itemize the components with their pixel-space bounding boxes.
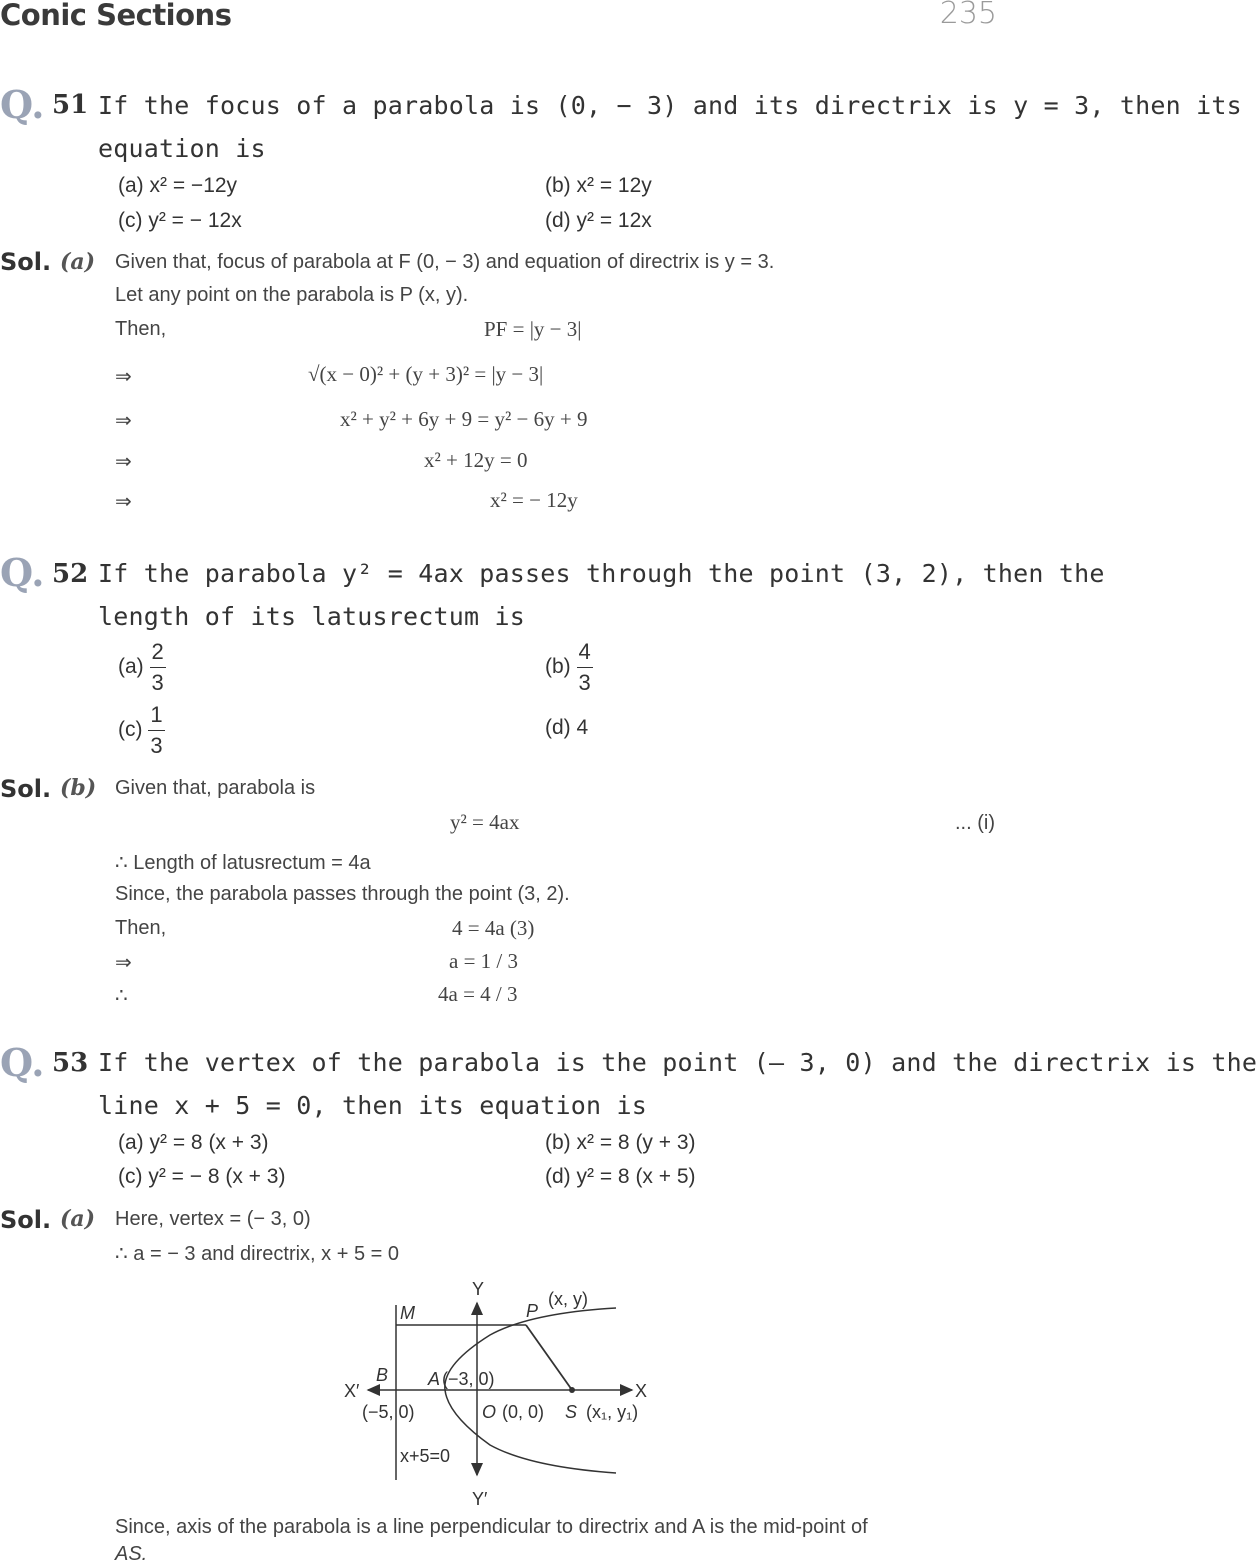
option-52-c-den: 3 [150, 733, 163, 758]
solution-label-51: Sol. [0, 248, 52, 276]
question-52-line1: If the parabola y² = 4ax passes through the point (3, 2), then the [98, 559, 1105, 588]
question-mark-53: Q. [0, 1040, 45, 1085]
step-51-2-eq: √(x − 0)² + (y + 3)² = |y − 3| [308, 362, 544, 386]
solution-53-line2: ∴ a = − 3 and directrix, x + 5 = 0 [115, 1243, 399, 1265]
question-51-line2: equation is [98, 134, 266, 163]
page-number: 235 [939, 0, 997, 31]
option-53-a: (a) y² = 8 (x + 3) [118, 1131, 269, 1154]
closing-line2: AS. [115, 1543, 148, 1565]
option-52-b-label: (b) [545, 655, 571, 679]
option-52-c-fraction [148, 700, 164, 761]
question-52-line2: length of its latusrectum is [98, 602, 526, 631]
label-s-coord: (x₁, y₁) [586, 1402, 639, 1422]
label-a: A [428, 1369, 441, 1389]
closing-line1: Since, axis of the parabola is a line perpendicular to directrix and A is the mid-point of [115, 1516, 868, 1538]
option-52-a-label: (a) [118, 655, 144, 679]
step-51-2-lhs: ⇒ [115, 366, 132, 388]
option-51-d: (d) y² = 12x [545, 209, 652, 232]
solution-51-line2: Let any point on the parabola is P (x, y). [115, 284, 469, 306]
solution-53-line1: Here, vertex = (− 3, 0) [115, 1208, 311, 1230]
equation-52-main: y² = 4ax [450, 810, 520, 834]
option-53-b: (b) x² = 8 (y + 3) [545, 1131, 696, 1154]
step-52-3-lhs: ∴ [115, 985, 128, 1007]
chapter-title: Conic Sections [0, 0, 232, 32]
step-51-4-lhs: ⇒ [115, 451, 132, 473]
label-b-coord: (−5, 0) [362, 1402, 415, 1422]
question-51-line1: If the focus of a parabola is (0, − 3) and its directrix is y = 3, then its [98, 91, 1242, 120]
option-52-b [545, 637, 593, 698]
label-m: M [400, 1303, 415, 1323]
label-o-coord: (0, 0) [502, 1402, 545, 1422]
step-51-1-eq: PF = |y − 3| [484, 317, 582, 341]
answer-52: (b) [60, 775, 97, 801]
option-52-a [118, 637, 166, 698]
answer-53: (a) [60, 1206, 96, 1232]
step-51-5-lhs: ⇒ [115, 491, 132, 513]
label-y: Y [472, 1279, 485, 1299]
label-p: P [526, 1301, 539, 1321]
step-51-5-eq: x² = − 12y [490, 488, 578, 512]
option-52-d: (d) 4 [545, 716, 589, 739]
step-52-3-eq: 4a = 4 / 3 [438, 982, 518, 1006]
option-52-c-num: 1 [148, 700, 164, 731]
option-51-a: (a) x² = −12y [118, 174, 238, 197]
option-52-b-fraction [577, 637, 593, 698]
solution-label-52: Sol. [0, 775, 52, 803]
focus-point [569, 1387, 575, 1393]
question-number-51: 51 [52, 90, 89, 120]
option-53-d: (d) y² = 8 (x + 5) [545, 1165, 696, 1188]
step-51-4-eq: x² + 12y = 0 [424, 448, 528, 472]
answer-51: (a) [60, 249, 96, 275]
step-51-1-lhs: Then, [115, 318, 167, 340]
label-directrix: x+5=0 [400, 1446, 451, 1466]
option-52-a-fraction [150, 637, 166, 698]
step-52-2-eq: a = 1 / 3 [449, 949, 518, 973]
step-51-3-lhs: ⇒ [115, 410, 132, 432]
label-a-coord: (−3, 0) [442, 1369, 495, 1389]
solution-label-53: Sol. [0, 1206, 52, 1234]
option-52-c-label: (c) [118, 718, 143, 742]
step-51-3-eq: x² + y² + 6y + 9 = y² − 6y + 9 [340, 407, 588, 431]
option-52-a-num: 2 [150, 637, 166, 668]
label-o: O [482, 1402, 497, 1422]
option-53-c: (c) y² = − 8 (x + 3) [118, 1165, 286, 1188]
option-52-b-num: 4 [577, 637, 593, 668]
equation-52-tag: ... (i) [955, 812, 995, 834]
line-ps [526, 1325, 572, 1390]
solution-52-line2: ∴ Length of latusrectum = 4a [115, 852, 371, 874]
option-51-b: (b) x² = 12y [545, 174, 652, 197]
option-52-b-den: 3 [578, 670, 591, 695]
label-s: S [565, 1402, 578, 1422]
step-52-2-lhs: ⇒ [115, 952, 132, 974]
question-number-52: 52 [52, 559, 89, 589]
question-number-53: 53 [52, 1048, 89, 1078]
option-52-c [118, 700, 165, 761]
label-x-prime: X′ [344, 1381, 360, 1401]
question-mark-51: Q. [0, 82, 45, 127]
question-mark-52: Q. [0, 550, 45, 595]
question-53-line2: line x + 5 = 0, then its equation is [98, 1091, 648, 1120]
solution-52-line3: Since, the parabola passes through the point (3, 2). [115, 883, 570, 905]
solution-52-line1: Given that, parabola is [115, 777, 316, 799]
parabola-figure [330, 1275, 670, 1510]
step-52-1-eq: 4 = 4a (3) [452, 916, 535, 940]
solution-51-line1: Given that, focus of parabola at F (0, − 3) and equation of directrix is y = 3. [115, 251, 775, 273]
label-x: X [635, 1381, 648, 1401]
label-b: B [376, 1365, 389, 1385]
option-51-c: (c) y² = − 12x [118, 209, 242, 232]
question-53-line1: If the vertex of the parabola is the point (– 3, 0) and the directrix is the [98, 1048, 1257, 1077]
label-p-coord: (x, y) [548, 1289, 588, 1309]
step-52-1-lhs: Then, [115, 917, 167, 939]
option-52-a-den: 3 [151, 670, 164, 695]
label-y-prime: Y′ [472, 1489, 488, 1509]
